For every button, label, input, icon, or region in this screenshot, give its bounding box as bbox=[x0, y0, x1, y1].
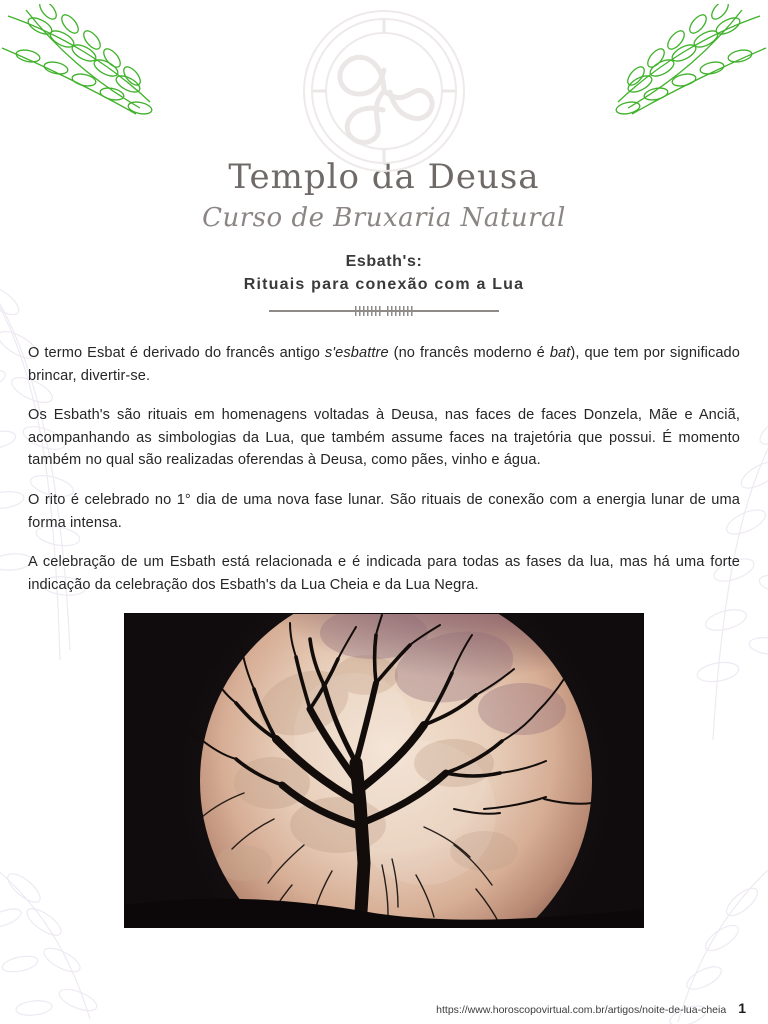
triskele-logo bbox=[289, 6, 479, 181]
triskele-icon bbox=[289, 6, 479, 181]
document-header bbox=[0, 0, 768, 316]
full-moon-tree-image bbox=[124, 613, 644, 928]
paragraph: A celebração de um Esbath está relacionada e é indicada para todas as fases da lua, mas há uma forte indicação da celebração dos Esbath's da Lua Cheia e da Lua Negra. bbox=[28, 554, 740, 593]
page-number: 1 bbox=[738, 1000, 746, 1016]
divider-knot-left bbox=[355, 306, 381, 316]
image-source-link[interactable]: https://www.horoscopovirtual.com.br/artigos/noite-de-lua-cheia bbox=[436, 1004, 727, 1016]
paragraph: O termo Esbat é derivado do francês antigo s'esbattre (no francês moderno é bat), que tem por significado brincar, divertir-se. bbox=[28, 345, 740, 384]
ornamental-divider bbox=[269, 306, 499, 316]
document-body bbox=[28, 342, 740, 596]
page-subtitle: Rituais para conexão com a Lua bbox=[243, 276, 525, 293]
paragraph: O rito é celebrado no 1° dia de uma nova fase lunar. São rituais de conexão com a energia lunar de uma forma intensa. bbox=[28, 492, 740, 531]
divider-knot-right bbox=[387, 306, 413, 316]
course-name: Curso de Bruxaria Natural bbox=[202, 203, 566, 233]
page-title: Esbath's: bbox=[345, 253, 423, 270]
brand-title: Templo da Deusa bbox=[228, 157, 540, 197]
page-footer bbox=[0, 1000, 768, 1016]
paragraph: Os Esbath's são rituais em homenagens voltadas à Deusa, nas faces de faces Donzela, Mãe e Anciã, acompanhando as simbologias da Lua, que também assume faces na trajetória que possui. É momento também no qual são realizadas oferendas à Deusa, como pães, vinho e água. bbox=[28, 407, 740, 469]
divider-line bbox=[269, 310, 499, 312]
moon-illustration bbox=[124, 613, 644, 928]
